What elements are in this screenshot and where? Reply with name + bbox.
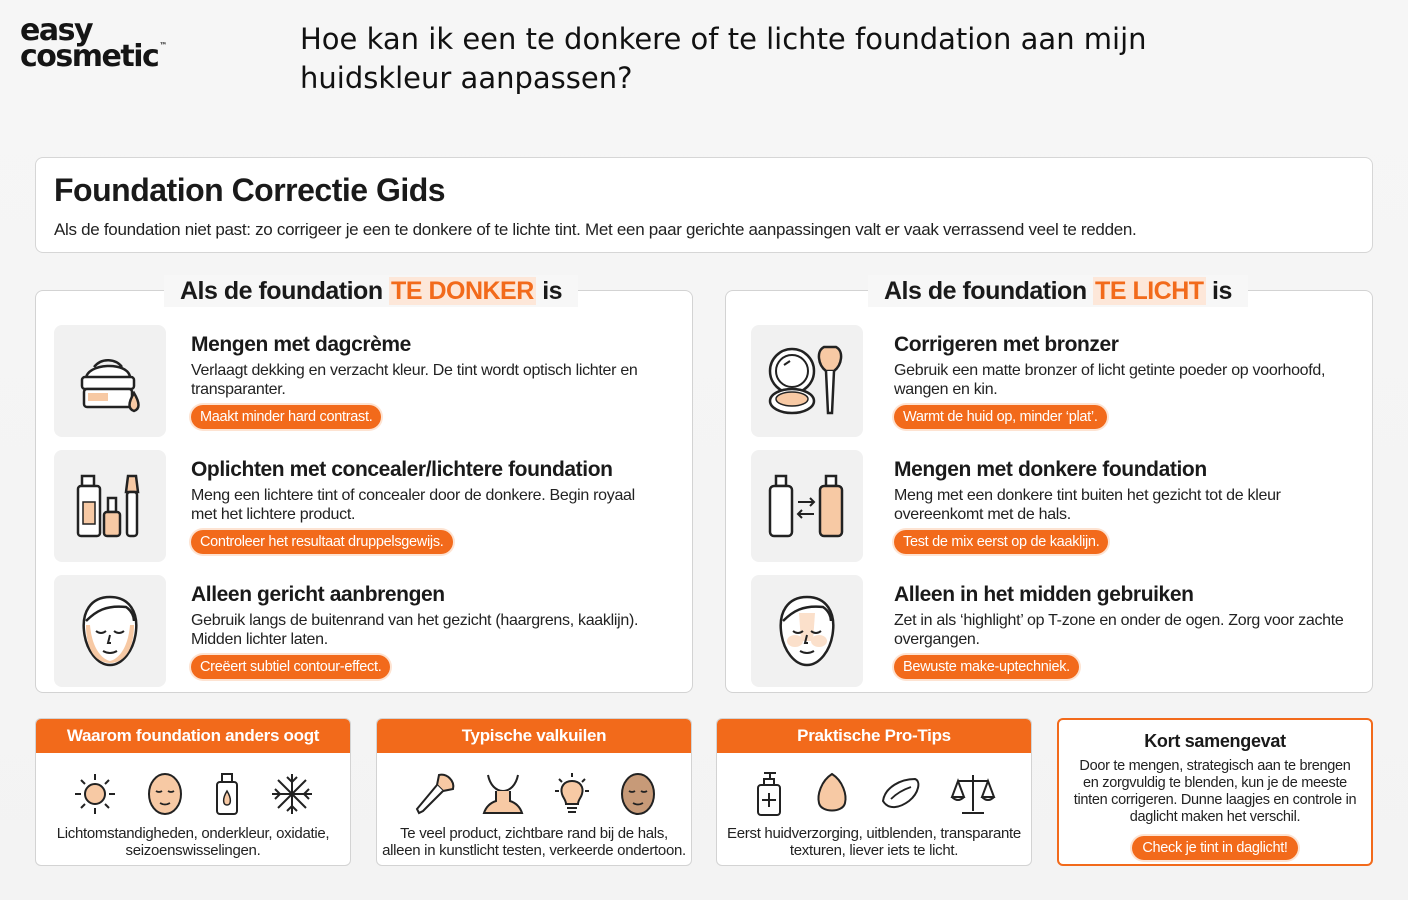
- card-typical-pitfalls: [376, 718, 692, 866]
- bottle-icon: [212, 771, 242, 817]
- item-use-center-only: [751, 575, 1371, 687]
- item-title: Alleen gericht aanbrengen: [191, 583, 445, 606]
- face-contour-icon: [54, 575, 166, 687]
- panel-title-suffix: is: [535, 277, 563, 305]
- card-icons: [717, 753, 1031, 825]
- lightbulb-icon: [549, 771, 595, 817]
- summary-box: [1057, 718, 1373, 866]
- intro-title: Foundation Correctie Gids: [54, 172, 446, 208]
- card-title: Typische valkuilen: [377, 719, 691, 753]
- page-headline: Hoe kan ik een te donkere of te lichte foundation aan mijn huidskleur aanpassen?: [300, 22, 1147, 95]
- item-correct-bronzer: [751, 325, 1371, 437]
- card-icons: [377, 753, 691, 825]
- trademark-symbol: ™: [159, 41, 168, 50]
- item-text: Meng met een donkere tint buiten het gezicht tot de kleur overeenkomt met de hals.: [894, 487, 1281, 523]
- card-icons: [36, 753, 350, 825]
- item-text: Gebruik langs de buitenrand van het gezicht (haargrens, kaaklijn). Midden lichter laten.: [191, 612, 639, 648]
- item-title: Mengen met donkere foundation: [894, 458, 1207, 481]
- blend-icon: [877, 771, 923, 817]
- item-targeted-application: [54, 575, 674, 687]
- face-icon: [145, 771, 185, 817]
- compact-brush-icon: [751, 325, 863, 437]
- dark-face-icon: [618, 771, 658, 817]
- tip-badge: Maakt minder hard contrast.: [191, 405, 381, 429]
- pump-bottle-icon: [752, 771, 786, 817]
- logo-word-cosmetic: [20, 39, 190, 74]
- cream-jar-icon: [54, 325, 166, 437]
- mix-bottles-icon: [751, 450, 863, 562]
- panel-title-prefix: Als de foundation: [884, 277, 1094, 305]
- item-text: Gebruik een matte bronzer of licht getinte poeder op voorhoofd, wangen en kin.: [894, 362, 1326, 398]
- too-dark-panel-title: [164, 275, 578, 307]
- sun-icon: [72, 771, 118, 817]
- panel-title-highlight: TE LICHT: [1095, 277, 1204, 305]
- card-text: Eerst huidverzorging, uitblenden, transparante texturen, liever iets te licht.: [727, 825, 1021, 859]
- panel-title-prefix: Als de foundation: [180, 277, 390, 305]
- tip-badge: Controleer het resultaat druppelsgewijs.: [191, 530, 453, 554]
- summary-title: Kort samengevat: [1144, 731, 1286, 751]
- brush-icon: [411, 771, 457, 817]
- tip-badge: Bewuste make-uptechniek.: [894, 655, 1079, 679]
- snowflake-icon: [269, 771, 315, 817]
- too-dark-panel: [35, 277, 693, 693]
- panel-title-suffix: is: [1205, 277, 1232, 305]
- brand-logo[interactable]: [20, 13, 190, 74]
- scale-icon: [950, 771, 996, 817]
- item-mix-dark-foundation: [751, 450, 1371, 562]
- tip-badge: Warmt de huid op, minder ‘plat’.: [894, 405, 1107, 429]
- card-text: Te veel product, zichtbare rand bij de hals, alleen in kunstlicht testen, verkeerde ondertoon.: [382, 825, 686, 859]
- sponge-icon: [813, 771, 851, 817]
- panel-title-highlight: TE DONKER: [391, 277, 534, 305]
- face-highlight-icon: [751, 575, 863, 687]
- neck-icon: [480, 771, 526, 817]
- too-light-panel-title: [868, 275, 1248, 307]
- tip-badge: Test de mix eerst op de kaaklijn.: [894, 530, 1108, 554]
- intro-text: Als de foundation niet past: zo corrigeer je een te donkere of te lichte tint. Met een paar gerichte aanpassingen valt er vaak verrassend veel te redden.: [54, 220, 1137, 239]
- intro-box: [35, 157, 1373, 253]
- item-title: Oplichten met concealer/lichtere foundation: [191, 458, 613, 481]
- logo-word-cosmetic-text: cosmetic: [20, 39, 159, 74]
- item-lighten-concealer: [54, 450, 674, 562]
- item-title: Corrigeren met bronzer: [894, 333, 1119, 356]
- card-why-looks-different: [35, 718, 351, 866]
- card-title: Waarom foundation anders oogt: [36, 719, 350, 753]
- item-title: Mengen met dagcrème: [191, 333, 411, 356]
- summary-text: Door te mengen, strategisch aan te brengen en zorgvuldig te blenden, kun je de meeste tinten corrigeren. Dunne laagjes en controle in daglicht maken het verschil.: [1073, 758, 1357, 825]
- item-text: Meng een lichtere tint of concealer door de donkere. Begin royaal met het lichtere product.: [191, 487, 635, 523]
- too-light-panel: [725, 277, 1373, 693]
- card-title: Praktische Pro-Tips: [717, 719, 1031, 753]
- item-text: Verlaagt dekking en verzacht kleur. De tint wordt optisch lichter en transparanter.: [191, 362, 638, 398]
- item-title: Alleen in het midden gebruiken: [894, 583, 1194, 606]
- item-text: Zet in als ‘highlight’ op T-zone en onder de ogen. Zorg voor zachte overgangen.: [894, 612, 1344, 648]
- card-pro-tips: [716, 718, 1032, 866]
- concealer-bottles-icon: [54, 450, 166, 562]
- daylight-check-button[interactable]: Check je tint in daglicht!: [1132, 836, 1297, 860]
- tip-badge: Creëert subtiel contour-effect.: [191, 655, 390, 679]
- item-mix-day-cream: [54, 325, 674, 437]
- card-text: Lichtomstandigheden, onderkleur, oxidatie, seizoenswisselingen.: [56, 825, 330, 859]
- logo-word-easy: easy: [20, 13, 93, 48]
